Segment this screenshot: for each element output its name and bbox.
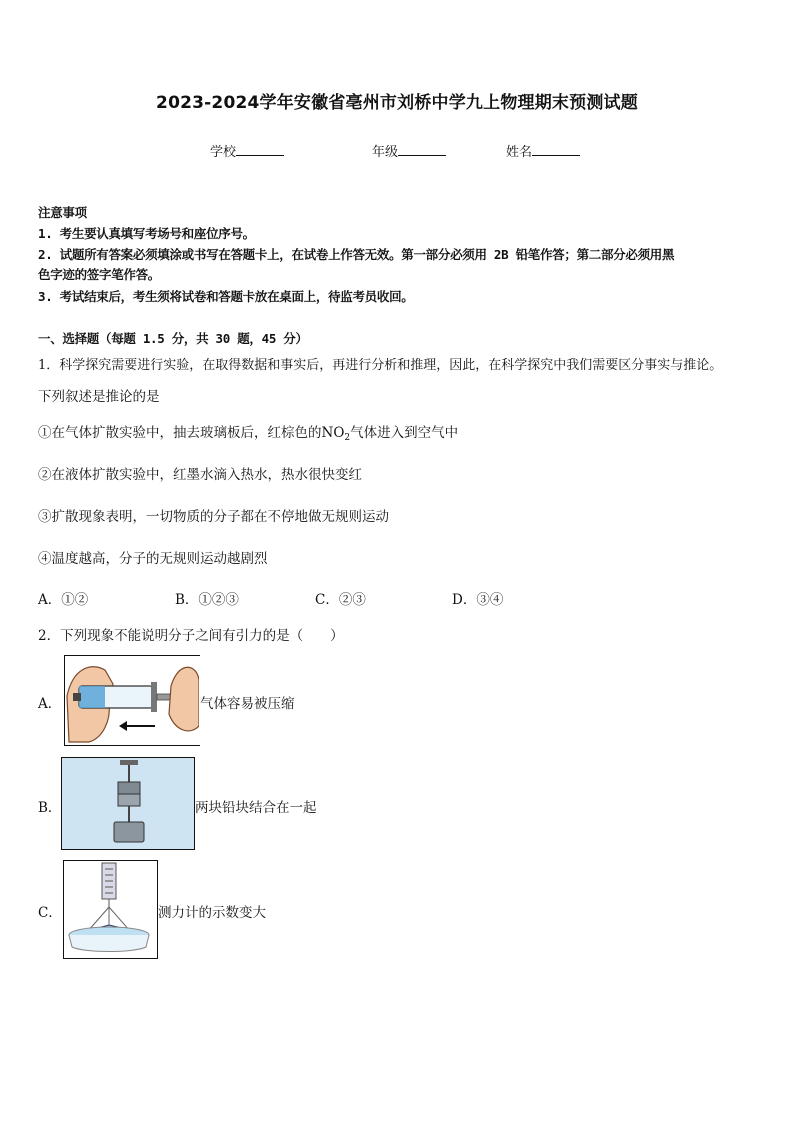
q1-statement-4: ④温度越高，分子的无规则运动越剧烈 <box>38 551 268 567</box>
notice-item-3: 3. 考试结束后，考生须将试卷和答题卡放在桌面上，待监考员收回。 <box>38 289 414 304</box>
spring-scale-illustration <box>64 861 156 957</box>
school-field <box>210 141 284 160</box>
q1-s1-chem: NO <box>321 425 345 441</box>
q1-statement-1 <box>38 421 458 441</box>
q2-option-c-text: 测力计的示数变大 <box>158 905 266 921</box>
name-label: 姓名 <box>506 145 533 160</box>
q2-option-b-text: 两块铅块结合在一起 <box>195 800 317 816</box>
lead-blocks-illustration <box>62 758 193 848</box>
q1-stem-line1: 1．科学探究需要进行实验，在取得数据和事实后，再进行分析和推理，因此，在科学探究中我们需要区分事实与推论。 <box>38 358 723 373</box>
name-blank[interactable] <box>532 143 580 156</box>
q2-stem: 2．下列现象不能说明分子之间有引力的是（ ） <box>38 628 344 644</box>
q1-s1-pre: ①在气体扩散实验中，抽去玻璃板后，红棕色的 <box>38 425 322 441</box>
name-field <box>506 141 580 160</box>
lead-blocks-figure <box>61 757 195 850</box>
q2-option-b-label[interactable]: B． <box>38 800 62 816</box>
notice-heading: 注意事项 <box>38 205 87 220</box>
spring-scale-figure <box>63 860 158 959</box>
q1-statement-2: ②在液体扩散实验中，红墨水滴入热水，热水很快变红 <box>38 467 362 483</box>
q1-s1-post: 气体进入到空气中 <box>350 425 459 441</box>
page-title: 2023-2024学年安徽省亳州市刘桥中学九上物理期末预测试题 <box>156 93 638 113</box>
q2-option-a-text: 气体容易被压缩 <box>200 696 295 712</box>
grade-field <box>372 141 446 160</box>
grade-blank[interactable] <box>398 143 446 156</box>
notice-item-2-cont: 色字迹的签字笔作答。 <box>38 267 161 282</box>
notice-item-1: 1. 考生要认真填写考场号和座位序号。 <box>38 226 255 241</box>
q2-option-c-label[interactable]: C． <box>38 905 62 921</box>
grade-label: 年级 <box>372 145 399 160</box>
school-blank[interactable] <box>236 143 284 156</box>
q1-statement-3: ③扩散现象表明，一切物质的分子都在不停地做无规则运动 <box>38 509 389 525</box>
q1-s1-sub: 2 <box>344 433 351 443</box>
q2-option-a-label[interactable]: A． <box>38 696 62 712</box>
q1-option-a[interactable]: A．①② <box>38 592 89 608</box>
syringe-figure <box>64 655 200 746</box>
q1-option-c[interactable]: C．②③ <box>315 592 366 608</box>
q1-option-b[interactable]: B．①②③ <box>175 592 239 608</box>
notice-item-2: 2. 试题所有答案必须填涂或书写在答题卡上，在试卷上作答无效。第一部分必须用 2B 铅笔作答；第二部分必须用黑 <box>38 247 675 262</box>
section1-heading: 一、选择题（每题 1.5 分，共 30 题，45 分） <box>38 331 308 346</box>
school-label: 学校 <box>210 145 237 160</box>
q1-option-d[interactable]: D．③④ <box>452 592 504 608</box>
syringe-illustration <box>65 656 199 745</box>
q1-stem-line2: 下列叙述是推论的是 <box>38 389 160 405</box>
